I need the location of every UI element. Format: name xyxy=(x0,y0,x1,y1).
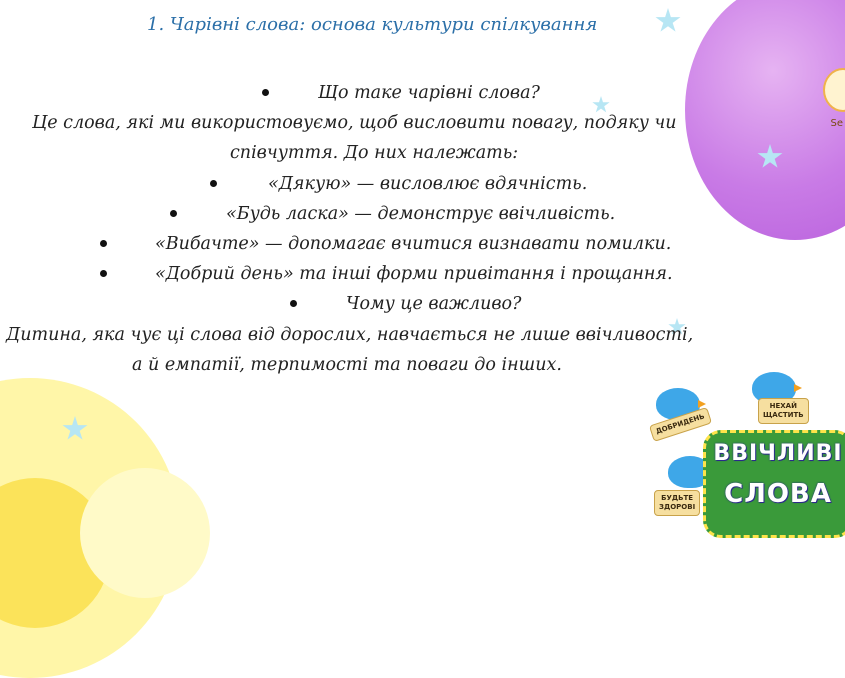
star-icon xyxy=(655,8,681,34)
sign-title-line1: ВВІЧЛИВІ xyxy=(713,441,843,466)
polite-words-illustration xyxy=(640,368,845,538)
tag-good-day: ДОБРИДЕНЬ xyxy=(649,407,712,442)
yellow-cloud-decoration xyxy=(80,468,210,598)
sign-title-line2: СЛОВА xyxy=(724,479,832,509)
tag-good-luck: НЕХАЙ ЩАСТИТЬ xyxy=(758,398,809,424)
list-item-thanks: «Дякую» — висловлює вдячність. xyxy=(268,174,588,194)
bullet-icon xyxy=(210,180,217,187)
bullet-icon xyxy=(100,240,107,247)
sign-board xyxy=(703,430,845,538)
bullet-icon xyxy=(170,210,177,217)
list-item-please: «Будь ласка» — демонструє ввічливість. xyxy=(226,204,616,224)
paragraph-line: Дитина, яка чує ці слова від дорослих, навчається не лише ввічливості, xyxy=(6,325,694,345)
paragraph-line: а й емпатії, терпимості та поваги до інших. xyxy=(132,355,562,375)
bullet-icon xyxy=(262,89,269,96)
list-item-sorry: «Вибачте» — допомагає вчитися визнавати помилки. xyxy=(155,234,672,254)
page-title: 1. Чарівні слова: основа культури спілкування xyxy=(147,14,598,35)
question-what: Що таке чарівні слова? xyxy=(318,83,540,103)
question-why: Чому це важливо? xyxy=(346,294,522,314)
list-item-greeting: «Добрий день» та інші форми привітання і прощання. xyxy=(155,264,673,284)
tag-be-healthy: БУДЬТЕ ЗДОРОВІ xyxy=(654,490,700,516)
definition-line: співчуття. До них належать: xyxy=(230,143,519,163)
definition-line: Це слова, які ми використовуємо, щоб висловити повагу, подяку чи xyxy=(32,113,677,133)
purple-balloon-decoration xyxy=(685,0,845,240)
bullet-icon xyxy=(100,270,107,277)
bullet-icon xyxy=(290,300,297,307)
edge-text: Se xyxy=(830,118,843,129)
